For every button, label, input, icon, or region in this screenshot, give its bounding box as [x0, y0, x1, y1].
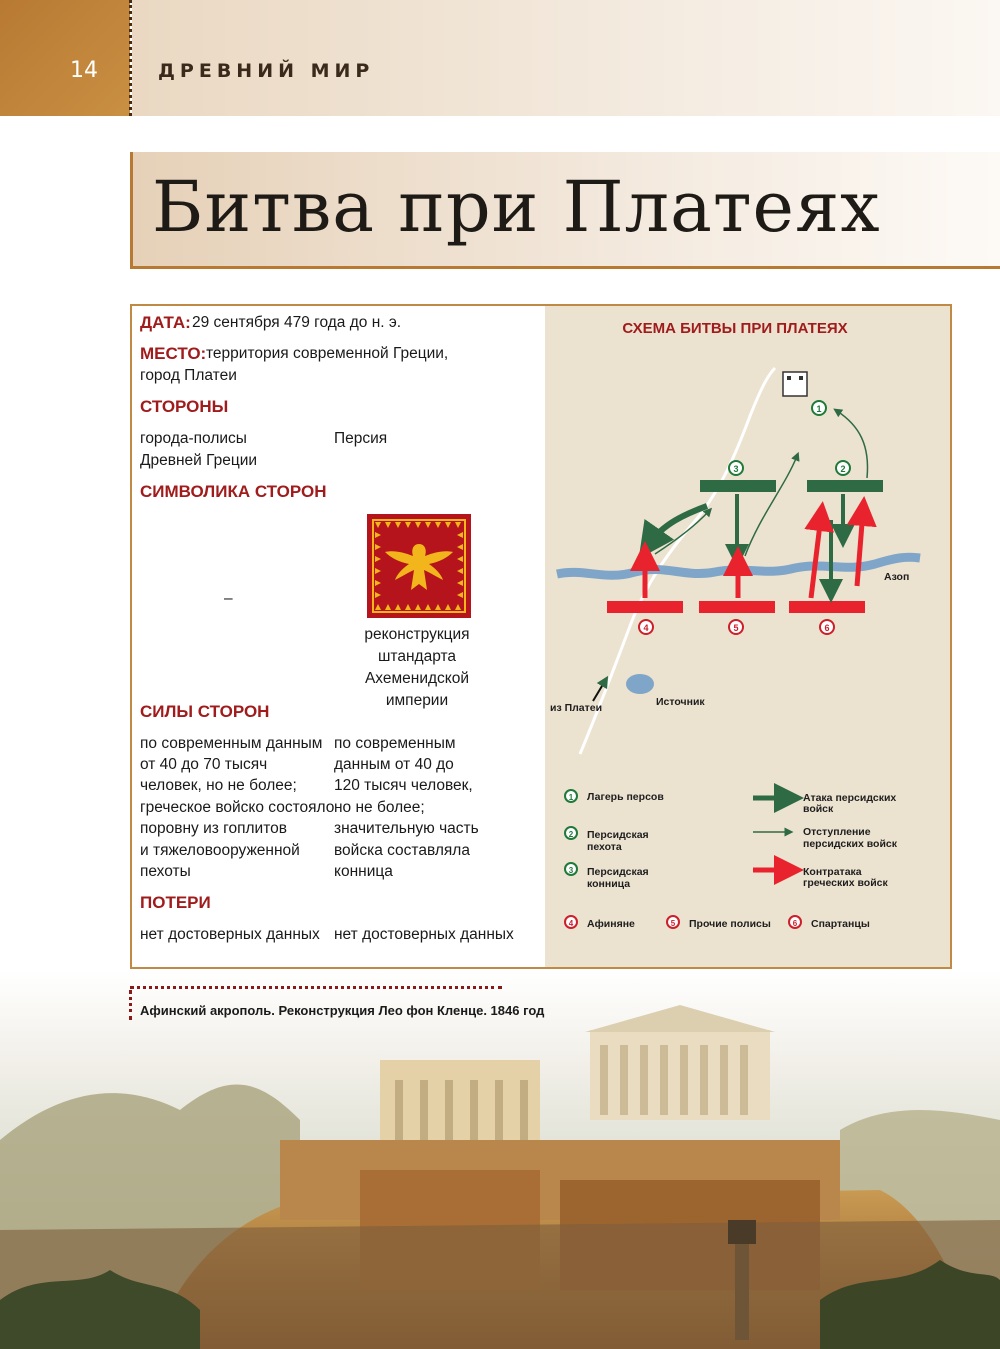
marker-5-label: 5: [733, 623, 739, 633]
caption-marker: [129, 990, 132, 1020]
forces-greece-line3: человек, но не более;: [140, 777, 297, 794]
losses-heading: ПОТЕРИ: [140, 893, 211, 912]
acropolis-painting: [0, 970, 1000, 1349]
forces-heading: СИЛЫ СТОРОН: [140, 702, 270, 721]
spring-pond: [626, 674, 654, 694]
legend-counter-line1: Контратака: [803, 866, 862, 878]
achaemenid-standard-image: [367, 514, 471, 618]
place-label: МЕСТО:: [140, 344, 207, 363]
page-number-box: [0, 0, 130, 116]
forces-greece-line7: пехоты: [140, 863, 191, 880]
forces-persia-line6: войска составляла: [334, 842, 470, 859]
forces-greece-line6: и тяжеловооруженной: [140, 842, 300, 859]
side-persia: Персия: [334, 430, 388, 447]
date-value: 29 сентября 479 года до н. э.: [192, 314, 402, 331]
legend-infantry-line1: Персидская: [587, 829, 649, 841]
legend-cavalry-line2: конница: [587, 878, 631, 890]
forces-persia-line5: значительную часть: [334, 820, 479, 837]
forces-persia-line1: по современным: [334, 735, 456, 752]
header-divider: [129, 0, 132, 116]
losses-greece: нет достоверных данных: [140, 926, 320, 943]
flag-caption-line2: штандарта: [377, 648, 457, 665]
caption-divider: [130, 986, 502, 989]
symbol-greece: –: [224, 590, 233, 607]
legend-marker-6-label: 6: [792, 919, 798, 928]
greek-counterattack-arrow: [811, 516, 821, 598]
forces-greece-line4: греческое войско состояло: [140, 799, 335, 816]
header-band: [132, 0, 1000, 116]
legend-retreat-line1: Отступление: [803, 826, 871, 838]
forces-persia-line3: 120 тысяч человек,: [334, 777, 473, 794]
losses-persia: нет достоверных данных: [334, 926, 514, 943]
place-value-line2: город Платеи: [140, 367, 237, 384]
forces-persia-line4: но не более;: [334, 799, 425, 816]
greek-counterattack-arrow: [857, 511, 863, 586]
side-greece-line2: Древней Греции: [140, 452, 258, 469]
persian-infantry-line: [807, 480, 883, 492]
marker-3-label: 3: [733, 464, 739, 474]
statue-column: [735, 1240, 749, 1340]
legend-marker-2-label: 2: [568, 830, 574, 839]
river-label: Азоп: [884, 571, 910, 583]
date-label: ДАТА:: [140, 313, 191, 332]
legend-marker-3-label: 3: [568, 866, 574, 875]
legend-marker-4-label: 4: [568, 919, 574, 928]
legend-counter-line2: греческих войск: [803, 877, 888, 889]
legend-retreat-line2: персидских войск: [803, 838, 898, 850]
forces-greece-line2: от 40 до 70 тысяч: [140, 756, 268, 773]
side-greece-line1: города-полисы: [140, 430, 247, 447]
legend-spartans: Спартанцы: [811, 918, 870, 930]
symbols-heading: СИМВОЛИКА СТОРОН: [140, 482, 327, 501]
legend-other-poleis: Прочие полисы: [689, 918, 771, 930]
persian-cavalry-line: [700, 480, 776, 492]
marker-1-label: 1: [816, 404, 822, 414]
legend-marker-5-label: 5: [670, 919, 676, 928]
forces-persia-line2: данным от 40 до: [334, 756, 454, 773]
legend-marker-1-label: 1: [568, 793, 574, 802]
forces-greece-line5: поровну из гоплитов: [140, 820, 287, 837]
sides-heading: СТОРОНЫ: [140, 397, 229, 416]
legend-infantry-line2: пехота: [587, 841, 622, 853]
page-number: 14: [70, 58, 98, 83]
athenians-line: [607, 601, 683, 613]
flag-caption-line1: реконструкция: [364, 626, 470, 643]
legend-attack-line2: войск: [803, 803, 834, 815]
marker-6-label: 6: [824, 623, 830, 633]
forces-greece-line1: по современным данным: [140, 735, 323, 752]
map-title: СХЕМА БИТВЫ ПРИ ПЛАТЕЯХ: [622, 320, 848, 337]
forces-persia-line7: конница: [334, 863, 393, 880]
flag-caption-line3: Ахеменидской империи: [364, 670, 470, 709]
section-name: ДРЕВНИЙ МИР: [158, 60, 375, 82]
painting-caption: Афинский акрополь. Реконструкция Лео фон Кленце. 1846 год: [140, 1003, 545, 1018]
legend-athenians: Афиняне: [587, 918, 635, 930]
spring-label: Источник: [656, 696, 705, 708]
from-plataea-label: из Платеи: [550, 702, 603, 714]
legend-camp: Лагерь персов: [587, 791, 664, 803]
marker-4-label: 4: [643, 623, 649, 633]
spartans-line: [789, 601, 865, 613]
page-title: Битва при Платеях: [152, 166, 881, 248]
legend-cavalry-line1: Персидская: [587, 866, 649, 878]
persian-retreat-arrow: [745, 456, 797, 556]
place-value-line1: территория современной Греции,: [206, 345, 449, 362]
persian-camp-icon: [783, 372, 807, 396]
marker-2-label: 2: [840, 464, 846, 474]
other-poleis-line: [699, 601, 775, 613]
legend-attack-line1: Атака персидских: [803, 792, 897, 804]
